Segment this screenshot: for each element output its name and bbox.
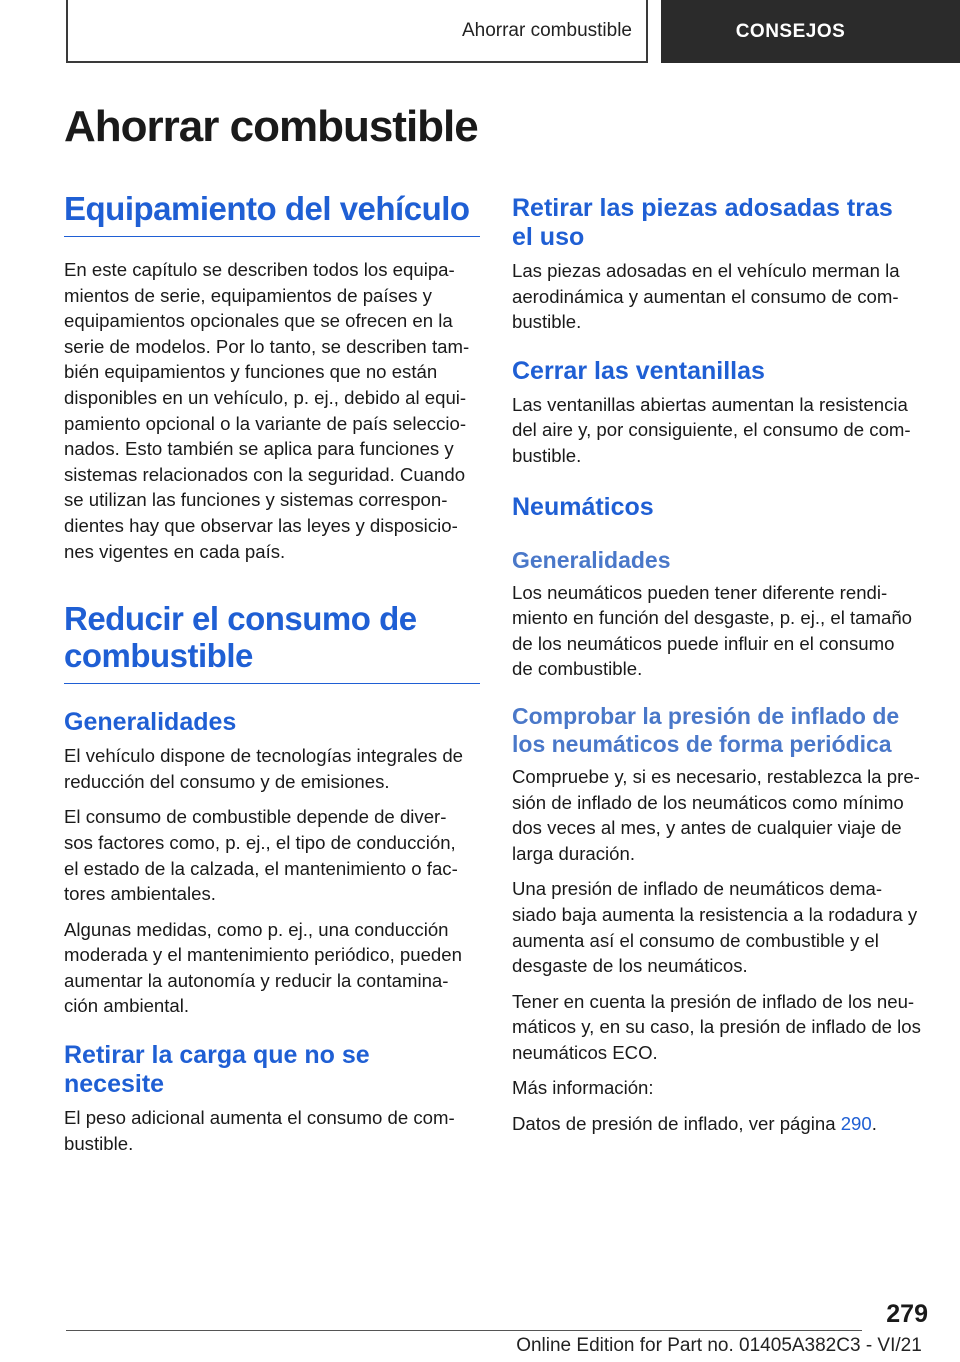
remove-load-paragraph: El peso adicional aumenta el consumo de com- bustible. xyxy=(64,1107,455,1154)
tyre-pressure-heading: Comprobar la presión de inflado de los neumáticos de forma periódica xyxy=(512,702,900,757)
general-heading: Generalidades xyxy=(64,708,237,737)
more-info-label: Más información: xyxy=(512,1077,654,1099)
general-paragraph-1: El vehículo dispone de tecnologías integrales de reducción del consumo y de emisiones. xyxy=(64,745,464,792)
general-paragraph-3: Algunas medidas, como p. ej., una conducción moderada y el mantenimiento periódico, pueden aumentar la autonomía y reducir la contamina- ción ambiental. xyxy=(64,918,462,1017)
section-tab xyxy=(661,0,960,63)
tyre-pressure-paragraph-2: Una presión de inflado de neumáticos dema- siado baja aumenta la resistencia a la rodadura y aumenta así el consumo de combustible y el desgaste de los neumáticos. xyxy=(512,878,918,977)
reduce-consumption-heading: Reducir el consumo de combustible xyxy=(64,600,480,684)
page-reference-link[interactable]: 290 xyxy=(840,1113,872,1135)
page-reference-end: . xyxy=(871,1113,877,1135)
remove-parts-paragraph: Las piezas adosadas en el vehículo merman la aerodinámica y aumentan el consumo de com- bustible. xyxy=(512,260,900,333)
chapter-tab xyxy=(66,0,648,63)
left-column xyxy=(64,190,480,1156)
page-title: Ahorrar combustible xyxy=(64,102,478,151)
page-reference-text: Datos de presión de inflado, ver página xyxy=(512,1113,841,1135)
close-windows-paragraph: Las ventanillas abiertas aumentan la resistencia del aire y, por consiguiente, el consumo de com- bustible. xyxy=(512,393,911,466)
remove-parts-heading: Retirar las piezas adosadas tras el uso xyxy=(512,194,893,251)
tyres-heading: Neumáticos xyxy=(512,492,654,521)
tyre-pressure-paragraph-3: Tener en cuenta la presión de inflado de los neu- máticos y, en su caso, la presión de inflado de los neumáticos ECO. xyxy=(512,990,921,1063)
right-column xyxy=(512,194,928,1137)
general-paragraph-2: El consumo de combustible depende de diver- sos factores como, p. ej., el tipo de conducción, el estado de la calzada, el mantenimiento o fac- tores ambientales. xyxy=(64,806,458,905)
chapter-title: Ahorrar combustible xyxy=(461,19,632,41)
page-number: 279 xyxy=(886,1300,928,1328)
remove-load-heading: Retirar la carga que no se necesite xyxy=(64,1041,370,1099)
footer-divider xyxy=(66,1330,862,1331)
close-windows-heading: Cerrar las ventanillas xyxy=(512,356,765,385)
page-reference xyxy=(512,1111,928,1137)
edition-footer: Online Edition for Part no. 01405A382C3 - VI/21 xyxy=(516,1335,922,1356)
equipment-heading: Equipamiento del vehículo xyxy=(64,190,480,237)
section-label: CONSEJOS xyxy=(735,20,846,42)
tyre-pressure-paragraph-1: Compruebe y, si es necesario, restablezca la pre- sión de inflado de los neumáticos como mínimo dos veces al mes, y antes de cualquier viaje de larga duración. xyxy=(512,765,920,864)
tyres-general-heading: Generalidades xyxy=(512,546,671,573)
tyres-general-paragraph: Los neumáticos pueden tener diferente rendi- miento en función del desgaste, p. ej., el tamaño de los neumáticos puede influir en el consumo de combustible. xyxy=(512,581,913,680)
equipment-paragraph: En este capítulo se describen todos los equipa- mientos de serie, equipamientos de países y equipamientos opcionales que se ofrecen en la serie de modelos. Por lo tanto, se describen tam- bién equipamientos y funciones que no están disponibles en un vehículo, p. ej., debido al equi- pamiento opcional o la variante de país seleccio- nados. Esto también se aplica para funciones y sistemas relacionados con la seguridad. Cuando se utilizan las funciones y sistemas correspon- dientes hay que observar las leyes y disposicio- nes vigentes en cada país. xyxy=(64,259,470,562)
